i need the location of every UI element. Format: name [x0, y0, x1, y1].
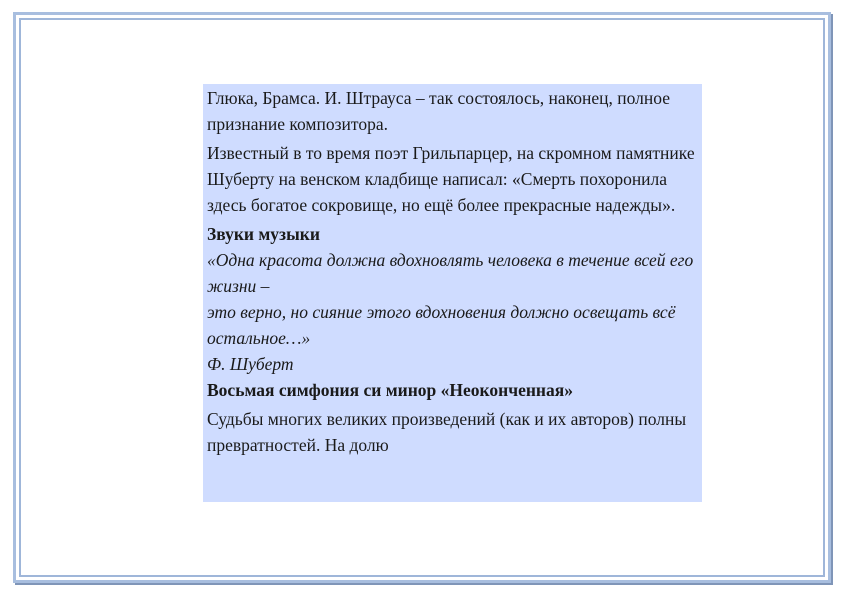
text-box — [203, 84, 702, 502]
paragraph-fates: Судьбы многих великих произведений (как и их авторов) полны превратностей. На долю — [207, 409, 687, 455]
subheading-symphony: Восьмая симфония си минор «Неоконченная» — [207, 380, 573, 400]
section-heading: Звуки музыки — [207, 224, 320, 244]
paragraph-grillparzer: Известный в то время поэт Грильпарцер, на скромном памятнике Шуберту на венском кладбище написал: «Смерть похоронила здесь богатое сокровище, но ещё более прекрасные надежды». — [207, 143, 695, 215]
quote-line-1: «Одна красота должна вдохновлять человека в течение всей его жизни – — [207, 250, 694, 296]
quote-author: Ф. Шуберт — [207, 354, 294, 374]
quote-line-2: это верно, но сияние этого вдохновения должно освещать всё остальное…» — [207, 302, 676, 348]
paragraph-recognition: Глюка, Брамса. И. Штрауса – так состоялось, наконец, полное признание композитора. — [207, 88, 671, 134]
